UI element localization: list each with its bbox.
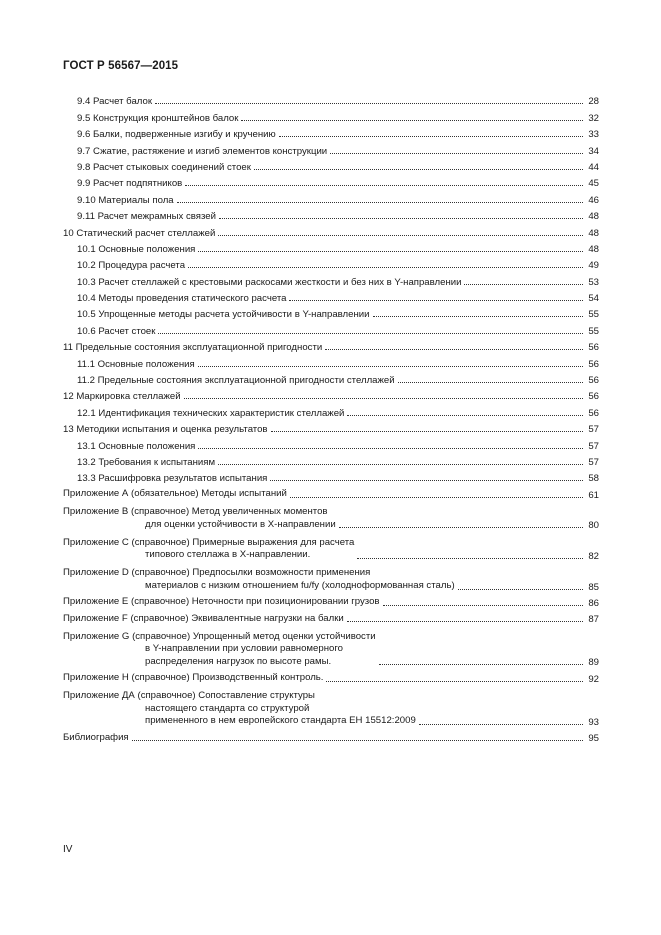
toc-entry-page: 58 — [588, 473, 599, 485]
leader-dots — [155, 102, 583, 104]
toc-entry[interactable] — [63, 419, 599, 435]
toc-entry[interactable] — [63, 222, 599, 238]
appendix-entry[interactable] — [63, 728, 599, 744]
appendix-title — [63, 613, 344, 626]
table-of-contents — [63, 91, 599, 744]
leader-dots — [373, 315, 584, 317]
leader-dots — [347, 414, 583, 416]
toc-entry-title: 11.2 Предельные состояния эксплуатационной пригодности стеллажей — [77, 375, 395, 387]
toc-entry[interactable] — [63, 206, 599, 222]
appendix-title — [63, 631, 376, 669]
leader-dots — [398, 381, 583, 383]
toc-entry[interactable] — [63, 337, 599, 353]
toc-entry-page: 56 — [588, 358, 599, 370]
appendix-page: 87 — [588, 614, 599, 626]
appendix-entry[interactable] — [63, 562, 599, 593]
toc-entry-page: 44 — [588, 161, 599, 173]
toc-entry-page: 53 — [588, 276, 599, 288]
toc-entry-title: 9.11 Расчет межрамных связей — [77, 211, 216, 223]
appendix-page: 93 — [588, 717, 599, 729]
toc-entry-page: 48 — [588, 211, 599, 223]
leader-dots — [279, 135, 583, 137]
toc-entry-title: 10.1 Основные положения — [77, 243, 196, 255]
toc-entry-title: 13 Методики испытания и оценка результатов — [63, 424, 268, 436]
appendix-entry[interactable] — [63, 531, 599, 562]
leader-dots — [270, 479, 583, 481]
toc-entry[interactable] — [63, 353, 599, 369]
toc-entry-title: 11.1 Основные положения — [77, 358, 195, 370]
appendix-title-line: Приложение А (обязательное) Методы испытаний — [63, 488, 287, 500]
appendix-page: 89 — [588, 657, 599, 669]
appendix-title-line: Приложение D (справочное) Предпосылки возможности применения — [63, 567, 371, 579]
toc-entry-title: 9.4 Расчет балок — [77, 96, 153, 108]
toc-entry-title: 13.1 Основные положения — [77, 440, 196, 452]
appendix-page: 61 — [588, 489, 599, 501]
appendix-title — [63, 506, 336, 531]
toc-entry[interactable] — [63, 157, 599, 173]
toc-entry[interactable] — [63, 140, 599, 156]
appendix-title-line: Приложение Е (справочное) Неточности при позиционировании грузов — [63, 596, 380, 608]
toc-entry-title: 13.3 Расшифровка результатов испытания — [77, 473, 268, 485]
appendix-title-line: типового стеллажа в X-направлении. — [145, 549, 311, 561]
toc-entry[interactable] — [63, 320, 599, 336]
appendix-title-line: Приложение Н (справочное) Производственный контроль. — [63, 672, 324, 684]
appendix-title-line: в Y-направлении при условии равномерного — [145, 643, 343, 655]
appendix-title — [63, 537, 354, 562]
appendix-entry[interactable] — [63, 625, 599, 668]
toc-entry[interactable] — [63, 370, 599, 386]
toc-entry-page: 54 — [588, 293, 599, 305]
toc-entry-page: 56 — [588, 342, 599, 354]
leader-dots — [357, 557, 583, 559]
toc-entry-page: 28 — [588, 96, 599, 108]
leader-dots — [347, 620, 583, 622]
toc-entry-title: 10.3 Расчет стеллажей с крестовыми раскосами жесткости и без них в Y-направлении — [77, 276, 462, 288]
appendix-title-line: Приложение G (справочное) Упрощенный метод оценки устойчивости — [63, 630, 376, 642]
toc-entry-page: 33 — [588, 129, 599, 141]
toc-entry[interactable] — [63, 452, 599, 468]
leader-dots — [254, 168, 583, 170]
toc-entry-page: 48 — [588, 227, 599, 239]
appendix-title-line: распределения нагрузок по высоте рамы. — [145, 655, 332, 667]
toc-entry-page: 57 — [588, 440, 599, 452]
appendix-title-line: Приложение В (справочное) Метод увеличенных моментов — [63, 506, 328, 518]
leader-dots — [198, 447, 583, 449]
leader-dots — [198, 250, 583, 252]
document-header: ГОСТ Р 56567—2015 — [63, 60, 179, 72]
appendix-entry[interactable] — [63, 609, 599, 625]
toc-entry-title: 13.2 Требования к испытаниям — [77, 456, 216, 468]
toc-entry-page: 57 — [588, 456, 599, 468]
leader-dots — [330, 152, 583, 154]
leader-dots — [289, 299, 583, 301]
toc-entry-title: 9.6 Балки, подверженные изгибу и кручению — [77, 129, 276, 141]
toc-entry-title: 10.4 Методы проведения статического расчета — [77, 293, 287, 305]
appendix-entry[interactable] — [63, 668, 599, 684]
appendix-page: 95 — [588, 733, 599, 745]
toc-entry-title: 9.5 Конструкция кронштейнов балок — [77, 112, 239, 124]
toc-entry-page: 46 — [588, 194, 599, 206]
toc-entry[interactable] — [63, 304, 599, 320]
toc-entry[interactable] — [63, 435, 599, 451]
toc-entry-page: 56 — [588, 375, 599, 387]
toc-entry-title: 10.6 Расчет стоек — [77, 325, 156, 337]
toc-entry[interactable] — [63, 91, 599, 107]
appendix-title-line: Библиография — [63, 731, 129, 743]
toc-entry-page: 56 — [588, 407, 599, 419]
toc-entry-title: 10 Статический расчет стеллажей — [63, 227, 216, 239]
appendix-entry[interactable] — [63, 593, 599, 609]
leader-dots — [326, 680, 583, 682]
toc-entry[interactable] — [63, 255, 599, 271]
leader-dots — [158, 332, 583, 334]
toc-entry-page: 34 — [588, 145, 599, 157]
appendix-entry[interactable] — [63, 484, 599, 500]
toc-entry[interactable] — [63, 107, 599, 123]
toc-entry-title: 9.8 Расчет стыковых соединений стоек — [77, 161, 251, 173]
toc-entry-title: 12 Маркировка стеллажей — [63, 391, 181, 403]
appendix-title — [63, 672, 323, 685]
toc-entry-page: 57 — [588, 424, 599, 436]
leader-dots — [379, 663, 583, 665]
appendix-title-line: примененного в нем европейского стандарта ЕН 15512:2009 — [145, 715, 416, 727]
toc-entry-title: 9.9 Расчет подпятников — [77, 178, 183, 190]
toc-entry[interactable] — [63, 402, 599, 418]
leader-dots — [383, 604, 583, 606]
appendix-title — [63, 596, 380, 609]
toc-sections — [63, 91, 599, 484]
leader-dots — [188, 266, 583, 268]
appendix-title — [63, 567, 455, 592]
leader-dots — [218, 463, 583, 465]
appendix-title-line: настоящего стандарта со структурой — [145, 702, 310, 714]
toc-entry-page: 48 — [588, 243, 599, 255]
toc-entry-title: 12.1 Идентификация технических характеристик стеллажей — [77, 407, 345, 419]
appendix-page: 92 — [588, 673, 599, 685]
appendix-title — [63, 690, 416, 728]
leader-dots — [464, 283, 583, 285]
leader-dots — [218, 234, 583, 236]
appendix-page: 82 — [588, 550, 599, 562]
appendix-page: 80 — [588, 520, 599, 532]
leader-dots — [419, 723, 583, 725]
leader-dots — [241, 119, 583, 121]
leader-dots — [132, 739, 583, 741]
leader-dots — [290, 496, 583, 498]
toc-entry-page: 55 — [588, 309, 599, 321]
toc-entry-title: 11 Предельные состояния эксплуатационной пригодности — [63, 342, 323, 354]
toc-entry[interactable] — [63, 189, 599, 205]
toc-entry[interactable] — [63, 173, 599, 189]
leader-dots — [339, 526, 583, 528]
toc-entry-title: 10.5 Упрощенные методы расчета устойчивости в Y-направлении — [77, 309, 370, 321]
toc-entry-page: 49 — [588, 260, 599, 272]
appendix-title-line: для оценки устойчивости в X-направлении — [145, 518, 336, 530]
toc-entry[interactable] — [63, 468, 599, 484]
toc-entry[interactable] — [63, 271, 599, 287]
appendix-title-line: Приложение F (справочное) Эквивалентные нагрузки на балки — [63, 612, 344, 624]
appendix-title-line: материалов с низким отношением fu/fy (холодноформованная сталь) — [145, 579, 455, 591]
toc-entry[interactable] — [63, 239, 599, 255]
leader-dots — [325, 348, 583, 350]
toc-entry-page: 45 — [588, 178, 599, 190]
toc-entry-title: 9.7 Сжатие, растяжение и изгиб элементов конструкции — [77, 145, 328, 157]
appendix-title — [63, 488, 287, 501]
leader-dots — [185, 184, 583, 186]
appendix-page: 86 — [588, 597, 599, 609]
leader-dots — [177, 201, 583, 203]
appendix-title-line: Приложение С (справочное) Примерные выражения для расчета — [63, 536, 355, 548]
toc-entry-page: 32 — [588, 112, 599, 124]
toc-entry[interactable] — [63, 288, 599, 304]
leader-dots — [271, 430, 583, 432]
appendix-entry[interactable] — [63, 501, 599, 532]
appendix-title-line: Приложение ДА (справочное) Сопоставление структуры — [63, 690, 315, 702]
toc-entry[interactable] — [63, 124, 599, 140]
leader-dots — [458, 588, 583, 590]
page-number: IV — [63, 844, 73, 855]
appendix-entry[interactable] — [63, 685, 599, 728]
toc-entry-page: 55 — [588, 325, 599, 337]
toc-appendices — [63, 484, 599, 744]
toc-entry-page: 56 — [588, 391, 599, 403]
toc-entry[interactable] — [63, 386, 599, 402]
leader-dots — [219, 217, 583, 219]
leader-dots — [198, 365, 583, 367]
toc-entry-title: 10.2 Процедура расчета — [77, 260, 186, 272]
toc-entry-title: 9.10 Материалы пола — [77, 194, 174, 206]
appendix-title — [63, 732, 129, 745]
leader-dots — [184, 397, 583, 399]
appendix-page: 85 — [588, 581, 599, 593]
